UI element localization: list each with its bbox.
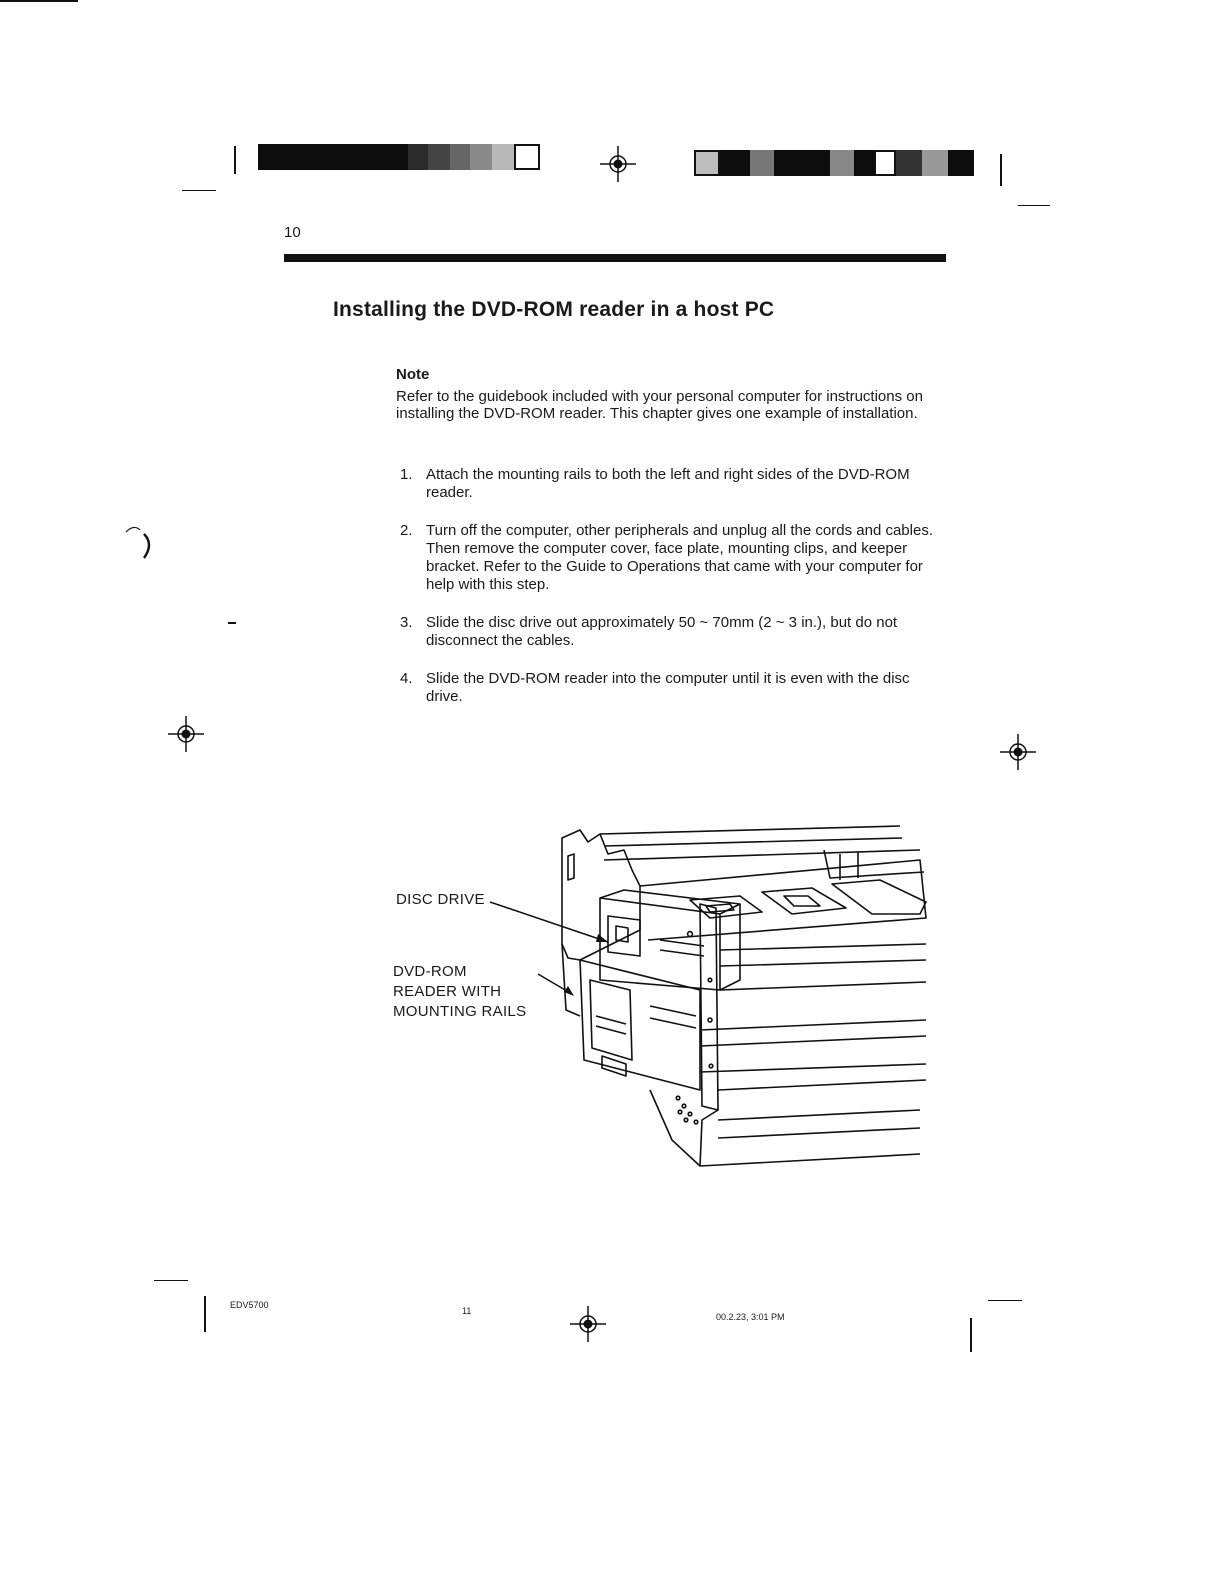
callout-dvd-rom-line1: DVD-ROM	[393, 963, 467, 980]
callout-dvd-rom-line3: MOUNTING RAILS	[393, 1003, 527, 1020]
page-number: 10	[284, 224, 301, 241]
registration-bar-right	[694, 150, 974, 176]
footer-model-code: EDV5700	[230, 1300, 269, 1310]
crop-mark	[1018, 205, 1050, 206]
list-item	[400, 522, 940, 594]
crop-mark	[970, 1318, 972, 1352]
step-text: Attach the mounting rails to both the left and right sides of the DVD-ROM reader.	[426, 466, 910, 501]
crop-mark	[154, 1280, 188, 1281]
callout-dvd-rom-line2: READER WITH	[393, 983, 502, 1000]
header-rule	[284, 254, 946, 262]
drive-installation-illustration	[540, 820, 930, 1170]
footer-timestamp: 00.2.23, 3:01 PM	[716, 1312, 785, 1322]
step-text: Turn off the computer, other peripherals and unplug all the cords and cables. Then remove the computer cover, face plate, mounting clips, and keeper bracket. Refer to the Guide to Operations that came with your computer for help with this step.	[426, 522, 933, 593]
step-text: Slide the DVD-ROM reader into the computer until it is even with the disc drive.	[426, 670, 910, 705]
page-title: Installing the DVD-ROM reader in a host PC	[333, 298, 775, 321]
crop-mark	[182, 190, 216, 191]
registration-bar-left	[258, 144, 540, 170]
list-item	[400, 670, 940, 706]
step-text: Slide the disc drive out approximately 50 ~ 70mm (2 ~ 3 in.), but do not disconnect the cables.	[426, 614, 898, 649]
crop-mark	[988, 1300, 1022, 1301]
step-number: 1.	[400, 466, 413, 483]
list-item	[400, 614, 940, 650]
note-heading: Note	[396, 366, 430, 383]
crop-mark	[1000, 154, 1002, 186]
crop-mark	[204, 1296, 206, 1332]
trim-line-top-left	[0, 0, 78, 2]
crosshair-registration-icon	[570, 1306, 606, 1342]
step-number: 2.	[400, 522, 413, 539]
installation-steps	[400, 466, 940, 726]
step-number: 4.	[400, 670, 413, 687]
footer-sheet-number: 11	[462, 1306, 472, 1316]
crosshair-registration-icon	[1000, 734, 1036, 770]
scan-mark	[124, 522, 158, 571]
step-number: 3.	[400, 614, 413, 631]
list-item	[400, 466, 940, 502]
scan-mark	[228, 622, 236, 624]
callout-disc-drive: DISC DRIVE	[396, 891, 485, 908]
crosshair-registration-icon	[600, 146, 636, 182]
note-body: Refer to the guidebook included with your personal computer for instructions on installing the DVD-ROM reader. This chapter gives one example of installation.	[396, 388, 923, 422]
crop-mark	[234, 146, 236, 174]
crosshair-registration-icon	[168, 716, 204, 752]
